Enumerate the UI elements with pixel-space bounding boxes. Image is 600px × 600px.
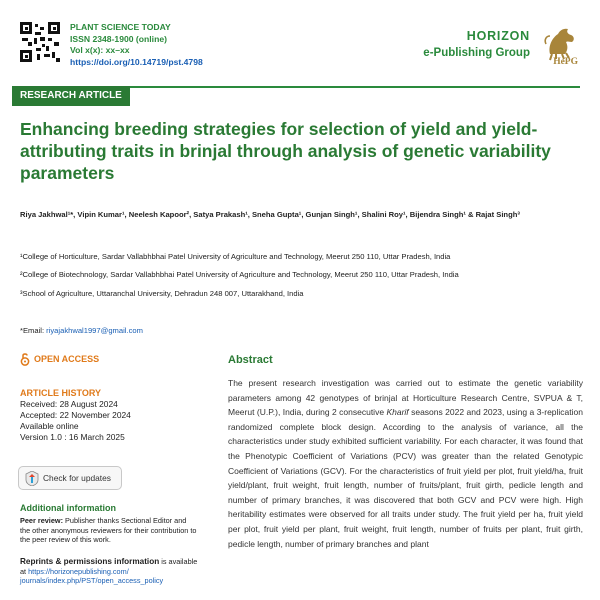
publisher-line2: e-Publishing Group — [423, 47, 530, 59]
logo-text: HePG — [553, 57, 578, 67]
article-type-badge: RESEARCH ARTICLE — [12, 86, 130, 106]
publisher-line1: HORIZON — [466, 29, 530, 43]
abstract-italic-term: Kharif — [386, 407, 409, 418]
crossmark-icon — [25, 471, 39, 486]
corresponding-email — [20, 326, 143, 335]
check-for-updates-button[interactable] — [18, 466, 122, 490]
version-date: Version 1.0 : 16 March 2025 — [20, 432, 125, 442]
email-link[interactable]: riyajakhwal1997@gmail.com — [46, 326, 143, 335]
accepted-date: Accepted: 22 November 2024 — [20, 410, 131, 420]
journal-name: PLANT SCIENCE TODAY — [70, 22, 171, 32]
reprints-note — [20, 557, 198, 586]
additional-info-heading: Additional information — [20, 503, 116, 513]
abstract-part2: seasons 2022 and 2023, using a 3-replication randomized complete block design. According to the analysis of variance, all the characteristics under study exhibited sufficient variability. For each character, it was found that the Phenotypic Coefficient of Variations (PCV) was greater than the related Genotypic Coefficient of Variations (GCV). For the characteristics of fruit yield per plot, fruit yield/ha, fruit yield/plant, fruit weight, fruit length, number of fruits/plant, fruit girth, pedicle length and number of primary branches, it was discovered that both GCV and PCV were high. High heritability estimates were observed for all traits under study. The fruit yield per ha, fruit yield per plot, fruit yield per plant, fruit weight, fruit length, number of fruits per plant, fruit girth, pedicle length, number of primary branches and plant — [228, 407, 583, 549]
abstract-text — [228, 376, 583, 551]
reprints-link-part2[interactable]: journals/index.php/PST/open_access_policy — [20, 576, 164, 586]
reprints-heading: Reprints & permissions information — [20, 557, 160, 566]
abstract-heading: Abstract — [228, 354, 273, 366]
abstract-part1: The present research investigation was carried out to estimate the genetic variability parameters among 42 genotypes of brinjal at Horticulture Research Centre, SVPUA & T, Meerut (U.P.), India, during 2 consecutive — [228, 378, 583, 418]
article-history-heading: ARTICLE HISTORY — [20, 388, 102, 398]
publisher-name — [423, 29, 530, 59]
article-sidebar — [20, 388, 195, 443]
author-list: Riya Jakhwal¹*, Vipin Kumar¹, Neelesh Kapoor², Satya Prakash¹, Sneha Gupta¹, Gunjan Singh¹, Shalini Roy¹, Bijendra Singh¹ & Rajat Singh³ — [20, 210, 520, 219]
journal-info — [70, 22, 203, 68]
paper-title: Enhancing breeding strategies for selection of yield and yield-attributing traits in brinjal through analysis of genetic variability parameters — [20, 119, 551, 183]
received-date: Received: 28 August 2024 — [20, 399, 118, 409]
email-label: *Email: — [20, 326, 47, 335]
peer-review-label: Peer review: — [20, 516, 63, 525]
journal-volume: Vol x(x): xx–xx — [70, 45, 130, 55]
reprints-link-part1[interactable]: https://horizonepublishing.com/ — [28, 566, 129, 576]
doi-link[interactable]: https://doi.org/10.14719/pst.4798 — [70, 56, 203, 67]
journal-issn: ISSN 2348-1900 (online) — [70, 33, 167, 44]
peer-review-note — [20, 516, 198, 545]
open-access-icon — [20, 352, 30, 366]
available-online: Available online — [20, 421, 79, 431]
open-access-label: OPEN ACCESS — [34, 354, 100, 364]
check-updates-label: Check for updates — [43, 473, 111, 483]
affiliation-1: ¹College of Horticulture, Sardar Vallabhbhai Patel University of Agriculture and Technology, Meerut 250 110, Uttar Pradesh, India — [20, 252, 451, 261]
reprints-text: is available at — [20, 557, 198, 576]
affiliation-2: ²College of Biotechnology, Sardar Vallabhbhai Patel University of Agriculture and Technology, Meerut 250 110, Uttar Pradesh, India — [20, 270, 459, 279]
qr-code — [20, 22, 60, 62]
affiliation-3: ³School of Agriculture, Uttaranchal University, Dehradun 248 007, Uttarakhand, India — [20, 289, 304, 298]
peer-review-text: Publisher thanks Sectional Editor and the other anonymous reviewers for their contribution to the peer review of this work. — [20, 516, 197, 545]
